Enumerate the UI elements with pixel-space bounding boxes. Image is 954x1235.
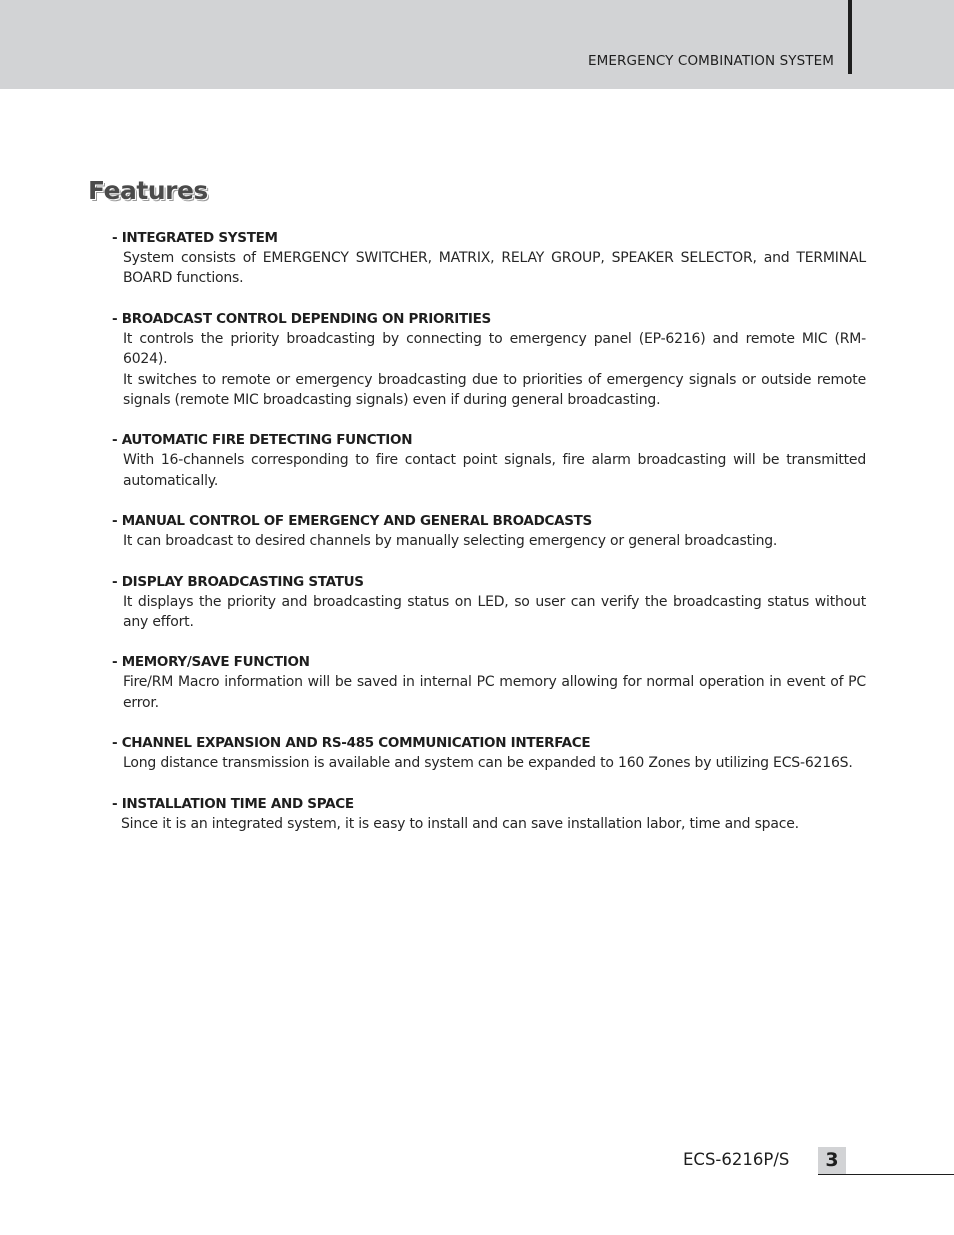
header-band [0,0,954,89]
header-accent-bar [848,0,852,74]
header-title: EMERGENCY COMBINATION SYSTEM [588,53,834,69]
feature-heading: - AUTOMATIC FIRE DETECTING FUNCTION [112,432,413,449]
feature-description [112,450,866,491]
feature-item [112,430,866,491]
feature-description [112,248,866,289]
page-number: 3 [818,1147,846,1174]
feature-heading: - CHANNEL EXPANSION AND RS-485 COMMUNICATION INTERFACE [112,735,591,752]
feature-text: With 16-channels corresponding to fire contact point signals, fire alarm broadcasting will be transmitted automatically. [123,452,866,489]
feature-description [112,753,866,773]
feature-text: It controls the priority broadcasting by connecting to emergency panel (EP-6216) and remote MIC (RM-6024). [123,330,866,368]
feature-heading: - MANUAL CONTROL OF EMERGENCY AND GENERAL BROADCASTS [112,513,592,530]
feature-item [112,794,866,834]
feature-item [112,572,866,633]
feature-heading: - INSTALLATION TIME AND SPACE [112,795,354,812]
feature-description [112,814,866,834]
feature-heading: - DISPLAY BROADCASTING STATUS [112,573,364,590]
feature-text: Fire/RM Macro information will be saved in internal PC memory allowing for normal operation in event of PC error. [123,674,866,711]
feature-description [112,531,866,551]
feature-item [112,511,866,551]
features-list [112,228,866,854]
feature-heading: - BROADCAST CONTROL DEPENDING ON PRIORITIES [112,310,491,327]
feature-text: It displays the priority and broadcasting status on LED, so user can verify the broadcasting status without any effort. [123,593,866,631]
feature-text: It switches to remote or emergency broadcasting due to priorities of emergency signals or outside remote signals (remote MIC broadcasting signals) even if during general broadcasting. [123,371,866,409]
page-title: Features [88,176,208,205]
feature-description [112,329,866,411]
feature-text: It can broadcast to desired channels by manually selecting emergency or general broadcasting. [123,533,778,550]
feature-heading: - INTEGRATED SYSTEM [112,230,278,246]
feature-description [112,672,866,713]
feature-item [112,652,866,713]
feature-item [112,733,866,773]
feature-text: Long distance transmission is available and system can be expanded to 160 Zones by utilizing ECS-6216S. [123,755,853,772]
feature-description [112,592,866,633]
feature-text: System consists of EMERGENCY SWITCHER, MATRIX, RELAY GROUP, SPEAKER SELECTOR, and TERMINAL BOARD functions. [123,250,866,287]
feature-text: Since it is an integrated system, it is easy to install and can save installation labor, time and space. [121,815,799,832]
footer-rule [818,1174,954,1175]
feature-item [112,309,866,411]
feature-item [112,228,866,289]
footer-model-name: ECS-6216P/S [683,1150,790,1169]
feature-heading: - MEMORY/SAVE FUNCTION [112,654,310,671]
